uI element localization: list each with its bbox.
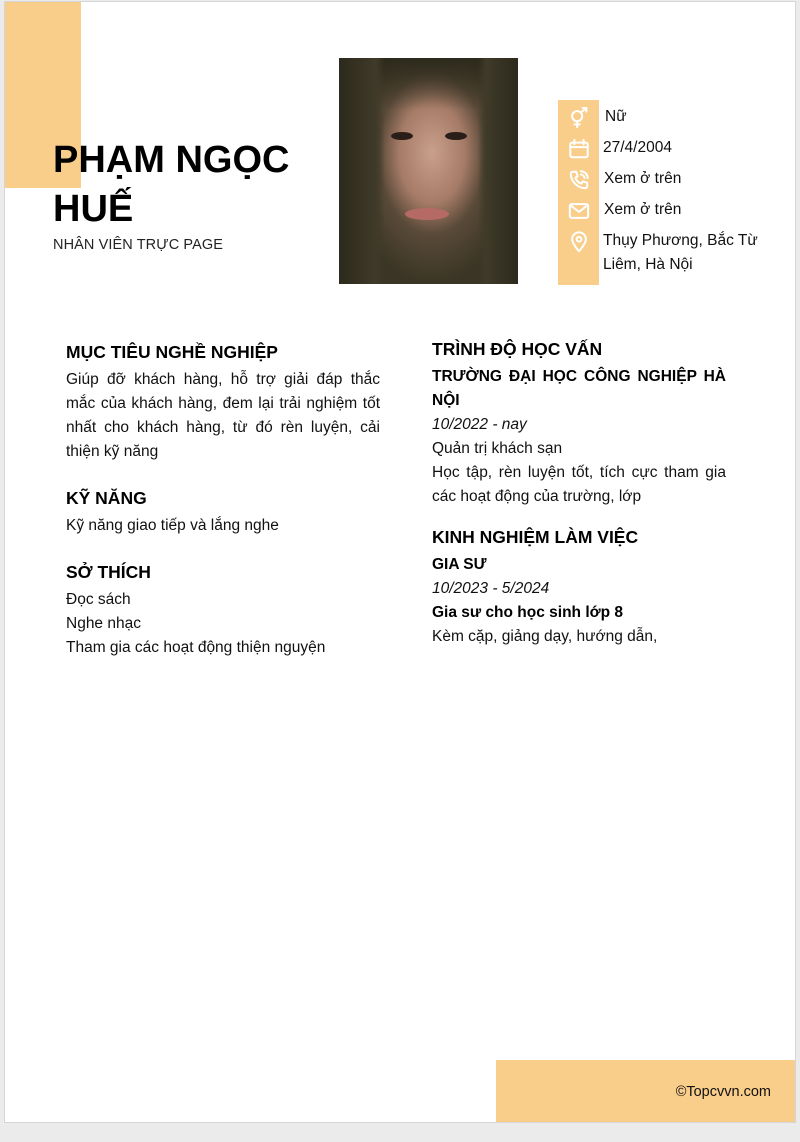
company-name: GIA SƯ — [432, 556, 487, 573]
email-icon — [558, 198, 599, 224]
experience-position: Gia sư cho học sinh lớp 8 — [432, 604, 624, 621]
education-period: 10/2022 - nay — [432, 416, 527, 433]
contact-address — [558, 229, 758, 277]
section-heading: MỤC TIÊU NGHỀ NGHIỆP — [66, 342, 278, 362]
candidate-name: PHẠM NGỌC HUẾ — [53, 139, 290, 230]
profile-photo — [339, 58, 518, 284]
experience-description: Kèm cặp, giảng dạy, hướng dẫn, — [432, 628, 658, 645]
skills-section — [66, 486, 380, 538]
contact-gender — [558, 105, 758, 131]
contact-text: Nữ — [605, 108, 627, 125]
section-heading: SỞ THÍCH — [66, 562, 151, 582]
hobby-item: Tham gia các hoạt động thiện nguyện — [66, 639, 326, 656]
contact-birthday — [558, 136, 758, 162]
cv-page — [4, 1, 796, 1123]
contact-text: Thụy Phương, Bắc Từ Liêm, Hà Nội — [603, 232, 758, 273]
contact-text: Xem ở trên — [604, 170, 682, 187]
objective-section — [66, 340, 380, 464]
job-title: NHÂN VIÊN TRỰC PAGE — [53, 237, 224, 253]
section-heading: TRÌNH ĐỘ HỌC VẤN — [432, 339, 603, 359]
calendar-icon — [558, 136, 599, 162]
school-name: TRƯỜNG ĐẠI HỌC CÔNG NGHIỆP HÀ NỘI — [432, 368, 726, 409]
gender-icon — [558, 105, 599, 131]
contact-phone — [558, 167, 758, 193]
hobbies-section — [66, 560, 380, 660]
experience-period: 10/2023 - 5/2024 — [432, 580, 550, 597]
objective-text: Giúp đỡ khách hàng, hỗ trợ giải đáp thắc mắc của khách hàng, đem lại trải nghiệm tốt nhất cho khách hàng, từ đó rèn luyện, cải thiện kỹ năng — [66, 371, 380, 460]
education-major: Quản trị khách sạn — [432, 440, 563, 457]
education-section — [432, 337, 726, 509]
hobby-item: Đọc sách — [66, 591, 131, 608]
location-icon — [558, 229, 599, 255]
contact-email — [558, 198, 758, 224]
contact-text: 27/4/2004 — [603, 139, 672, 156]
left-column — [66, 340, 380, 682]
experience-section — [432, 525, 726, 649]
phone-icon — [558, 167, 599, 193]
hobby-item: Nghe nhạc — [66, 615, 141, 632]
skill-item: Kỹ năng giao tiếp và lắng nghe — [66, 517, 279, 534]
contact-text: Xem ở trên — [604, 201, 682, 218]
section-heading: KINH NGHIỆM LÀM VIỆC — [432, 527, 639, 547]
education-description: Học tập, rèn luyện tốt, tích cực tham gia các hoạt động của trường, lớp — [432, 464, 726, 505]
section-heading: KỸ NĂNG — [66, 488, 147, 508]
footer-credit: ©Topcvvn.com — [675, 1084, 771, 1100]
right-column — [432, 337, 726, 671]
